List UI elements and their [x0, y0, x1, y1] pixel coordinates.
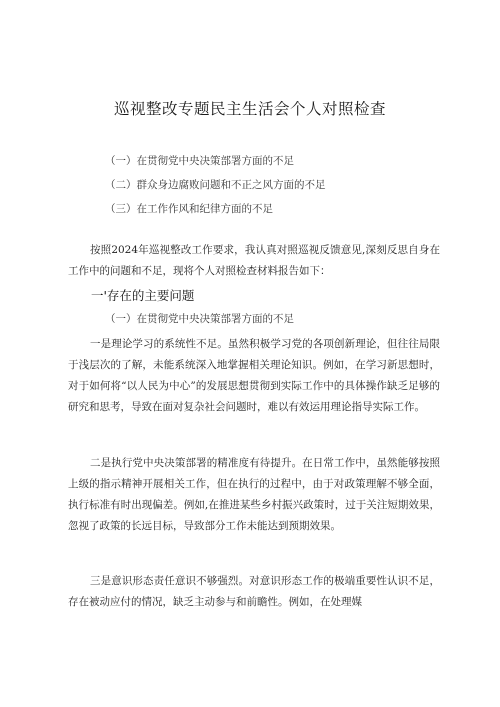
subsection-heading: （一）在贯彻党中央决策部署方面的不足 [105, 313, 294, 325]
body-paragraph: 三是意识形态责任意识不够强烈。对意识形态工作的极端重要性认识不足，存在被动应付的情况，缺乏主动参与和前瞻性。例如，在处理媒 [68, 575, 440, 608]
page-title: 巡视整改专题民主生活会个人对照检查 [113, 100, 386, 118]
toc-item: （二）群众身边腐败问题和不正之风方面的不足 [105, 179, 326, 191]
body-paragraph: 一是理论学习的系统性不足。虽然积极学习党的各项创新理论，但往往局限于浅层次的了解，未能系统深入地掌握相关理论知识。例如，在学习新思想时，对于如何将“以人民为中心”的发展思想贯彻到实际工作中的具体操作缺乏足够的研究和思考，导致在面对复杂社会问题时，难以有效运用理论指导实际工作。 [68, 338, 440, 413]
body-paragraph: 二是执行党中央决策部署的精准度有待提升。在日常工作中，虽然能够按照上级的指示精神开展相关工作，但在执行的过程中，由于对政策理解不够全面，执行标准有时出现偏差。例如,在推进某些乡村振兴政策时，过于关注短期效果，忽视了政策的长远目标，导致部分工作未能达到预期效果。 [68, 457, 440, 532]
intro-paragraph: 按照2024年巡视整改工作要求，我认真对照巡视反馈意见,深刻反思自身在工作中的问题和不足，现将个人对照检查材料报告如下： [68, 244, 440, 277]
table-of-contents [105, 149, 326, 221]
toc-item: （三）在工作作风和纪律方面的不足 [105, 203, 273, 215]
section-heading: 一'存在的主要问题 [91, 288, 195, 303]
toc-item: （一）在贯彻党中央决策部署方面的不足 [105, 155, 294, 167]
